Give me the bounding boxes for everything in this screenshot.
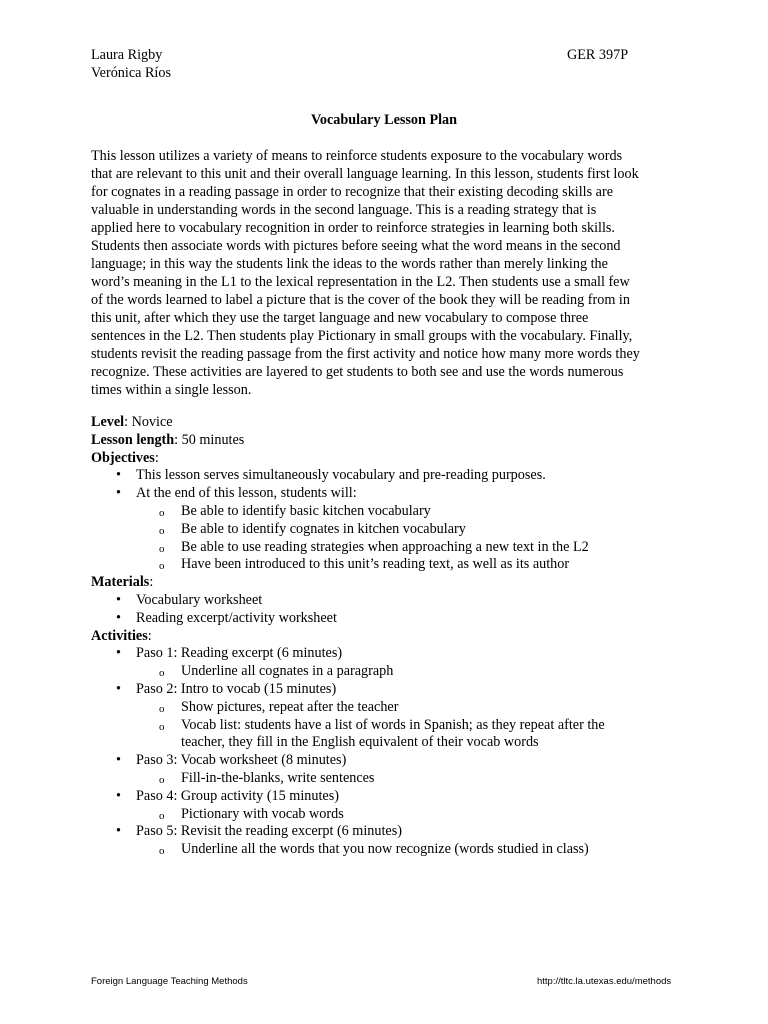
activity-sub-item: o Vocab list: students have a list of words in Spanish; as they repeat after the <box>91 717 691 735</box>
level-value: : Novice <box>124 414 173 430</box>
paragraph-line: for cognates in a reading passage in order to recognize that their existing decoding skills are <box>91 184 614 200</box>
sub-list-item: o Be able to identify basic kitchen vocabulary <box>91 503 691 521</box>
sub-bullet-icon: o <box>159 845 165 858</box>
footer-course-title: Foreign Language Teaching Methods <box>91 976 248 987</box>
bullet-icon: • <box>116 591 121 608</box>
paragraph-line: valuable in understanding words in the second language. This is a reading strategy that is <box>91 202 597 218</box>
paragraph-line: language; in this way the students link the ideas to the words rather than merely linking the <box>91 256 608 272</box>
author-name: Laura Rigby <box>91 47 163 63</box>
sub-bullet-icon: o <box>159 667 165 680</box>
paragraph-line: Students then associate words with pictures before seeing what the word means in the second <box>91 238 621 254</box>
lesson-length-label: Lesson length <box>91 431 175 448</box>
sub-bullet-icon: o <box>159 809 165 822</box>
activity-sub-item-continuation: teacher, they fill in the English equivalent of their vocab words <box>181 734 539 751</box>
bullet-icon: • <box>116 752 121 769</box>
paragraph-line: students revisit the reading passage from the first activity and notice how many more words they <box>91 346 640 362</box>
sub-bullet-icon: o <box>159 720 165 733</box>
intro-paragraph <box>91 147 691 399</box>
paragraph-line: sentences in the L2. Then students play Pictionary in small groups with the vocabulary. Finally, <box>91 328 633 344</box>
list-item: • Reading excerpt/activity worksheet <box>116 609 337 626</box>
bullet-icon: • <box>116 823 121 840</box>
sub-bullet-icon: o <box>159 506 165 519</box>
activity-step: • Paso 3: Vocab worksheet (8 minutes) <box>116 752 347 769</box>
bullet-icon: • <box>116 645 121 662</box>
activity-sub-item: o Underline all the words that you now recognize (words studied in class) <box>91 841 691 859</box>
list-item: • At the end of this lesson, students will: <box>116 485 357 502</box>
bullet-icon: • <box>116 467 121 484</box>
document-title: Vocabulary Lesson Plan <box>310 112 458 128</box>
list-item: • Vocabulary worksheet <box>116 591 263 608</box>
level-label: Level <box>91 414 125 430</box>
sub-bullet-icon: o <box>159 560 165 573</box>
bullet-icon: • <box>116 609 121 626</box>
author-name: Verónica Ríos <box>91 65 171 81</box>
materials-heading: Materials: <box>91 574 154 591</box>
footer-url: http://tltc.la.utexas.edu/methods <box>537 976 672 987</box>
sub-list-item: o Have been introduced to this unit’s reading text, as well as its author <box>91 556 691 574</box>
activity-sub-item: o Show pictures, repeat after the teacher <box>91 699 691 717</box>
lesson-length-value: : 50 minutes <box>174 431 245 448</box>
paragraph-line: of the words learned to label a picture that is the cover of the book they will be reading from in <box>91 292 630 308</box>
activity-sub-item: o Underline all cognates in a paragraph <box>91 663 691 681</box>
activities-heading: Activities: <box>91 627 152 644</box>
sub-bullet-icon: o <box>159 524 165 537</box>
activity-step: • Paso 5: Revisit the reading excerpt (6 minutes) <box>116 823 402 840</box>
activity-step: • Paso 2: Intro to vocab (15 minutes) <box>116 680 337 697</box>
activity-step: • Paso 1: Reading excerpt (6 minutes) <box>116 645 343 662</box>
lesson-details <box>91 414 691 859</box>
bullet-icon: • <box>116 485 121 502</box>
paragraph-line: recognize. These activities are layered to get students to both see and use the words numerous <box>91 364 624 380</box>
activity-step: • Paso 4: Group activity (15 minutes) <box>116 787 339 804</box>
sub-list-item: o Be able to identify cognates in kitchen vocabulary <box>91 521 691 539</box>
lesson-length-line <box>91 432 691 450</box>
paragraph-line: this unit, after which they use the target language and new vocabulary to compose three <box>91 310 589 326</box>
list-item: • This lesson serves simultaneously vocabulary and pre-reading purposes. <box>116 467 546 484</box>
authors <box>91 46 171 82</box>
paragraph-line: word’s meaning in the L1 to the lexical representation in the L2. Then students use a small few <box>91 274 630 290</box>
level-line <box>91 414 691 432</box>
sub-list-item: o Be able to use reading strategies when approaching a new text in the L2 <box>91 539 691 557</box>
objectives-heading: Objectives: <box>91 449 159 466</box>
paragraph-line: times within a single lesson. <box>91 382 252 398</box>
paragraph-line: that are relevant to this unit and their overall language learning. In this lesson, students first look <box>91 166 639 182</box>
bullet-icon: • <box>116 787 121 804</box>
course-code: GER 397P <box>567 47 629 63</box>
activity-sub-item: o Fill-in-the-blanks, write sentences <box>91 770 691 788</box>
bullet-icon: • <box>116 680 121 697</box>
sub-bullet-icon: o <box>159 542 165 555</box>
paragraph-line: This lesson utilizes a variety of means to reinforce students exposure to the vocabulary words <box>91 148 623 164</box>
sub-bullet-icon: o <box>159 702 165 715</box>
sub-bullet-icon: o <box>159 773 165 786</box>
activity-sub-item: o Pictionary with vocab words <box>91 806 691 824</box>
paragraph-line: applied here to vocabulary recognition in order to reinforce strategies in learning both skills. <box>91 220 615 236</box>
